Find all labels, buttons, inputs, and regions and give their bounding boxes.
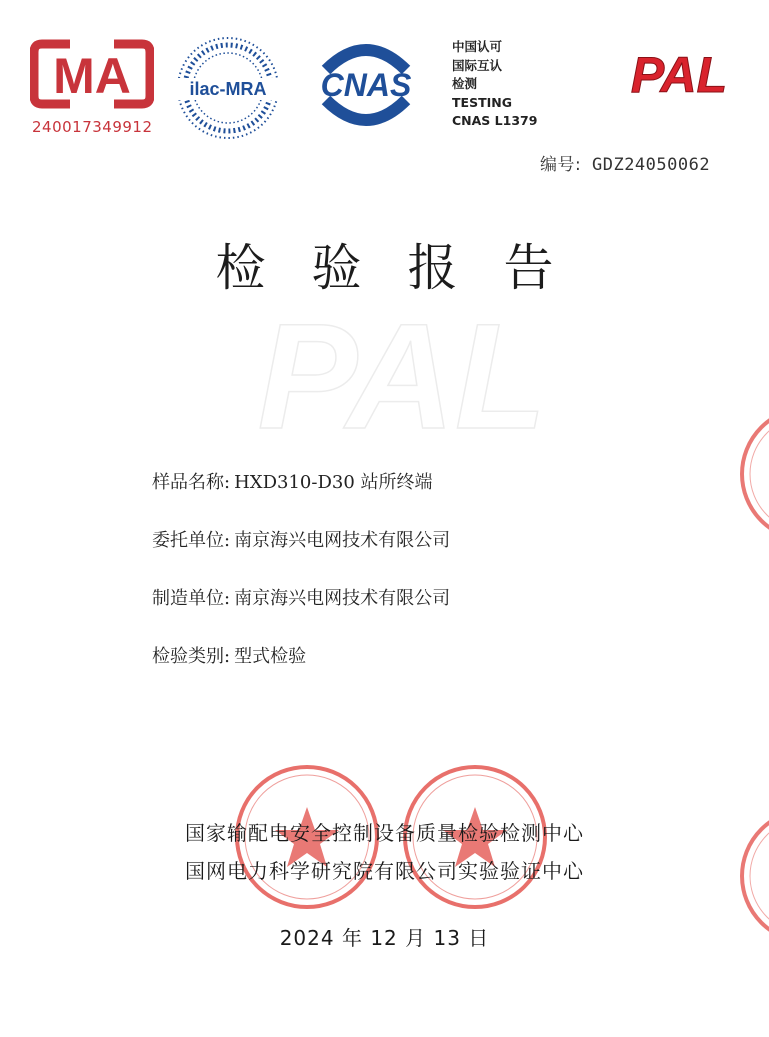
report-title: 检验报告 (215, 239, 600, 297)
report-number-label: 编号: (540, 155, 582, 175)
sample-name-row (152, 468, 433, 494)
manufacturer-label: 制造单位: (152, 588, 231, 609)
client-row (152, 526, 450, 552)
issuer-line-1: 国家输配电安全控制设备质量检验检测中心 (185, 821, 584, 845)
cnas-logo (298, 36, 434, 134)
issuer-line-2: 国网电力科学研究院有限公司实验验证中心 (185, 859, 584, 883)
report-number-value: GDZ24050062 (591, 155, 711, 175)
client-value: 南京海兴电网技术有限公司 (234, 530, 451, 551)
cnas-line: 国际互认 (452, 57, 503, 73)
pal-logo (618, 46, 740, 102)
issue-date: 2024 年 12 月 13 日 (279, 926, 490, 950)
manufacturer-value: 南京海兴电网技术有限公司 (234, 588, 451, 609)
test-type-row (152, 642, 306, 668)
watermark-text: PAL (257, 300, 547, 450)
sample-name-label: 样品名称: (152, 472, 231, 493)
ilac-logo-text: ilac-MRA (189, 79, 267, 99)
cnas-line: 中国认可 (452, 39, 503, 54)
manufacturer-row (152, 584, 450, 610)
test-type-value: 型式检验 (234, 646, 307, 667)
cnas-line: 检测 (452, 76, 478, 91)
cnas-line: TESTING (452, 94, 512, 110)
pal-watermark (232, 300, 572, 450)
pal-logo-text: PAL (630, 47, 728, 102)
report-number (540, 150, 710, 175)
cnas-line: CNAS L1379 (452, 113, 538, 128)
cma-logo-text: MA (53, 48, 131, 104)
test-type-label: 检验类别: (152, 646, 231, 667)
cma-certificate-number: 240017349912 (32, 118, 153, 136)
sample-name-value: HXD310-D30 站所终端 (234, 472, 433, 493)
client-label: 委托单位: (152, 530, 231, 551)
cnas-accreditation-text (452, 38, 537, 131)
cma-logo (30, 38, 154, 110)
partial-seal-upper (728, 404, 769, 544)
cnas-logo-text: CNAS (320, 67, 412, 103)
ilac-mra-logo (172, 34, 284, 142)
